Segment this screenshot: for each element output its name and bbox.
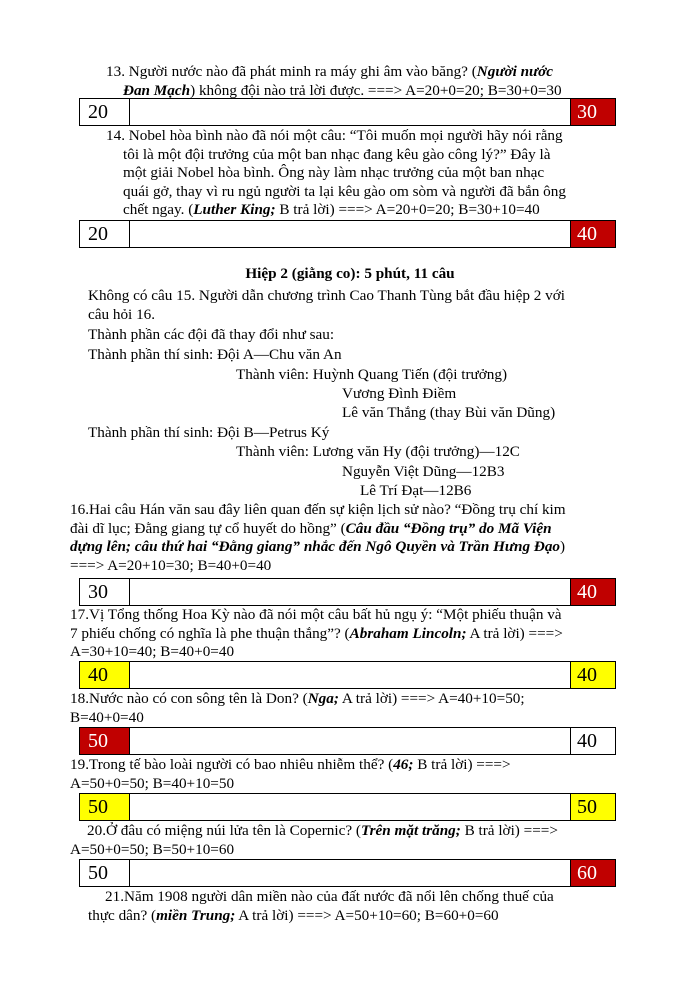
q16-answer: Câu đầu “Đồng trụ” do Mã Viện: [345, 519, 552, 537]
team-a-member: Lê văn Thắng (thay Bùi văn Dũng): [342, 404, 556, 421]
score-b: 50: [570, 794, 615, 820]
q19-answer: 46;: [393, 756, 414, 773]
q16-paren: ): [560, 538, 566, 556]
question-18: [70, 690, 670, 727]
team-b-member: Nguyễn Việt Dũng—12B3: [342, 463, 505, 480]
scorebar-19: [79, 793, 616, 821]
score-a: 50: [80, 728, 130, 754]
q14-line: 14. Nobel hòa bình nào đã nói một câu: “Tôi muốn mọi người hãy nói rằng: [106, 127, 563, 144]
q13-answer: Người nước: [476, 63, 554, 80]
q13-answer-cont: Đan Mạch: [123, 81, 191, 99]
q21-text: thực dân? (: [88, 906, 157, 924]
q16-text: đài dĩ lục; Đằng giang tự cổ huyết do hồng” (: [70, 519, 346, 537]
score-b: 30: [570, 99, 615, 125]
q16-line: 16.Hai câu Hán văn sau đây liên quan đến sự kiện lịch sử nào? “Đồng trụ chí kim: [70, 501, 566, 518]
q17-result-line: A=30+10=40; B=40+0=40: [70, 643, 235, 661]
question-21: [88, 888, 678, 925]
q20-text: 20.Ở đâu có miệng núi lửa tên là Copernic? (: [87, 822, 361, 839]
q17-result: A trả lời) ===>: [466, 624, 563, 642]
q18-result: A trả lời) ===> A=40+10=50;: [338, 690, 525, 707]
team-b-member: Lê Trí Đạt—12B6: [360, 482, 472, 499]
score-a: 50: [80, 860, 130, 886]
team-a-member: Vương Đình Điềm: [342, 385, 457, 402]
q21-result: A trả lời) ===> A=50+10=60; B=60+0=60: [235, 906, 499, 924]
q16-answer-cont: dựng lên; câu thứ hai “Đằng giang” nhắc đến Ngô Quyền và Trần Hưng Đạo: [70, 538, 561, 556]
scorebar-14: [79, 220, 616, 248]
score-a: 50: [80, 794, 130, 820]
q13-result: ) không đội nào trả lời được. ===> A=20+0=20; B=30+0=30: [190, 81, 562, 99]
question-16: [70, 501, 670, 575]
section-heading: Hiệp 2 (giằng co): 5 phút, 11 câu: [245, 265, 455, 282]
scorebar-20: [79, 859, 616, 887]
team-b-label: Thành phần thí sinh: Đội B—Petrus Ký: [88, 424, 330, 441]
q18-text: 18.Nước nào có con sông tên là Don? (: [70, 690, 308, 707]
q20-answer: Trên mặt trăng;: [360, 822, 461, 839]
q21-line: 21.Năm 1908 người dân miền nào của đất nước đã nổi lên chống thuế của: [105, 888, 554, 905]
score-gap: [130, 662, 570, 688]
team-a-members: Thành viên: Huỳnh Quang Tiến (đội trưởng): [236, 366, 508, 383]
scorebar-13: [79, 98, 616, 126]
score-gap: [130, 99, 570, 125]
scorebar-18: [79, 727, 616, 755]
question-17: [70, 606, 670, 662]
q14-answer: Luther King;: [193, 201, 276, 219]
score-b: 40: [570, 728, 615, 754]
score-a: 20: [80, 221, 130, 247]
q17-line: 17.Vị Tổng thống Hoa Kỳ nào đã nói một câu bất hủ ngụ ý: “Một phiếu thuận và: [70, 606, 562, 623]
intro-line: Không có câu 15. Người dẫn chương trình Cao Thanh Tùng bắt đầu hiệp 2 với: [88, 287, 565, 304]
q16-result: ===> A=20+10=30; B=40+0=40: [70, 556, 272, 574]
team-b-members: Thành viên: Lương văn Hy (đội trưởng)—12C: [236, 443, 520, 460]
q13-text: 13. Người nước nào đã phát minh ra máy ghi âm vào băng? (: [106, 63, 477, 80]
scorebar-16: [79, 578, 616, 606]
q19-result: B trả lời) ===>: [413, 756, 511, 773]
team-a-label: Thành phần thí sinh: Đội A—Chu văn An: [88, 346, 342, 363]
question-19: [70, 756, 670, 793]
q20-result: B trả lời) ===>: [460, 822, 558, 839]
q14-line: quái gở, thay vì ru ngủ người ta lại kêu gào om sòm và người đã bắn ông: [123, 182, 566, 200]
score-a: 40: [80, 662, 130, 688]
score-a: 30: [80, 579, 130, 605]
question-13: [106, 63, 666, 100]
intro-line: Thành phần các đội đã thay đổi như sau:: [88, 326, 335, 343]
q17-answer: Abraham Lincoln;: [349, 624, 467, 642]
score-b: 40: [570, 662, 615, 688]
q14-line: một giải Nobel hòa bình. Ông này làm nhạc trưởng của một ban nhạc: [123, 164, 545, 182]
q19-text: 19.Trong tế bào loài người có bao nhiêu nhiễm thể? (: [70, 756, 394, 773]
score-b: 40: [570, 579, 615, 605]
question-14: [106, 127, 666, 220]
q20-result-line: A=50+0=50; B=50+10=60: [70, 840, 235, 858]
score-a: 20: [80, 99, 130, 125]
score-b: 40: [570, 221, 615, 247]
q21-answer: miền Trung;: [156, 906, 236, 924]
q14-result: B trả lời) ===> A=20+0=20; B=30+10=40: [275, 201, 540, 219]
q14-text: chết ngay. (: [123, 201, 194, 219]
question-20: [70, 822, 670, 859]
score-gap: [130, 579, 570, 605]
q14-line: tôi là một đội trưởng của một ban nhạc đang kêu gào công lý?” Đây là: [123, 145, 551, 163]
score-gap: [130, 794, 570, 820]
scorebar-17: [79, 661, 616, 689]
score-gap: [130, 221, 570, 247]
score-gap: [130, 860, 570, 886]
q17-text: 7 phiếu chống có nghĩa là phe thuận thắng”? (: [70, 624, 350, 642]
q18-result-line: B=40+0=40: [70, 708, 144, 726]
q19-result-line: A=50+0=50; B=40+10=50: [70, 774, 235, 792]
q18-answer: Nga;: [307, 690, 339, 707]
intro-line: câu hỏi 16.: [88, 306, 156, 323]
score-gap: [130, 728, 570, 754]
score-b: 60: [570, 860, 615, 886]
